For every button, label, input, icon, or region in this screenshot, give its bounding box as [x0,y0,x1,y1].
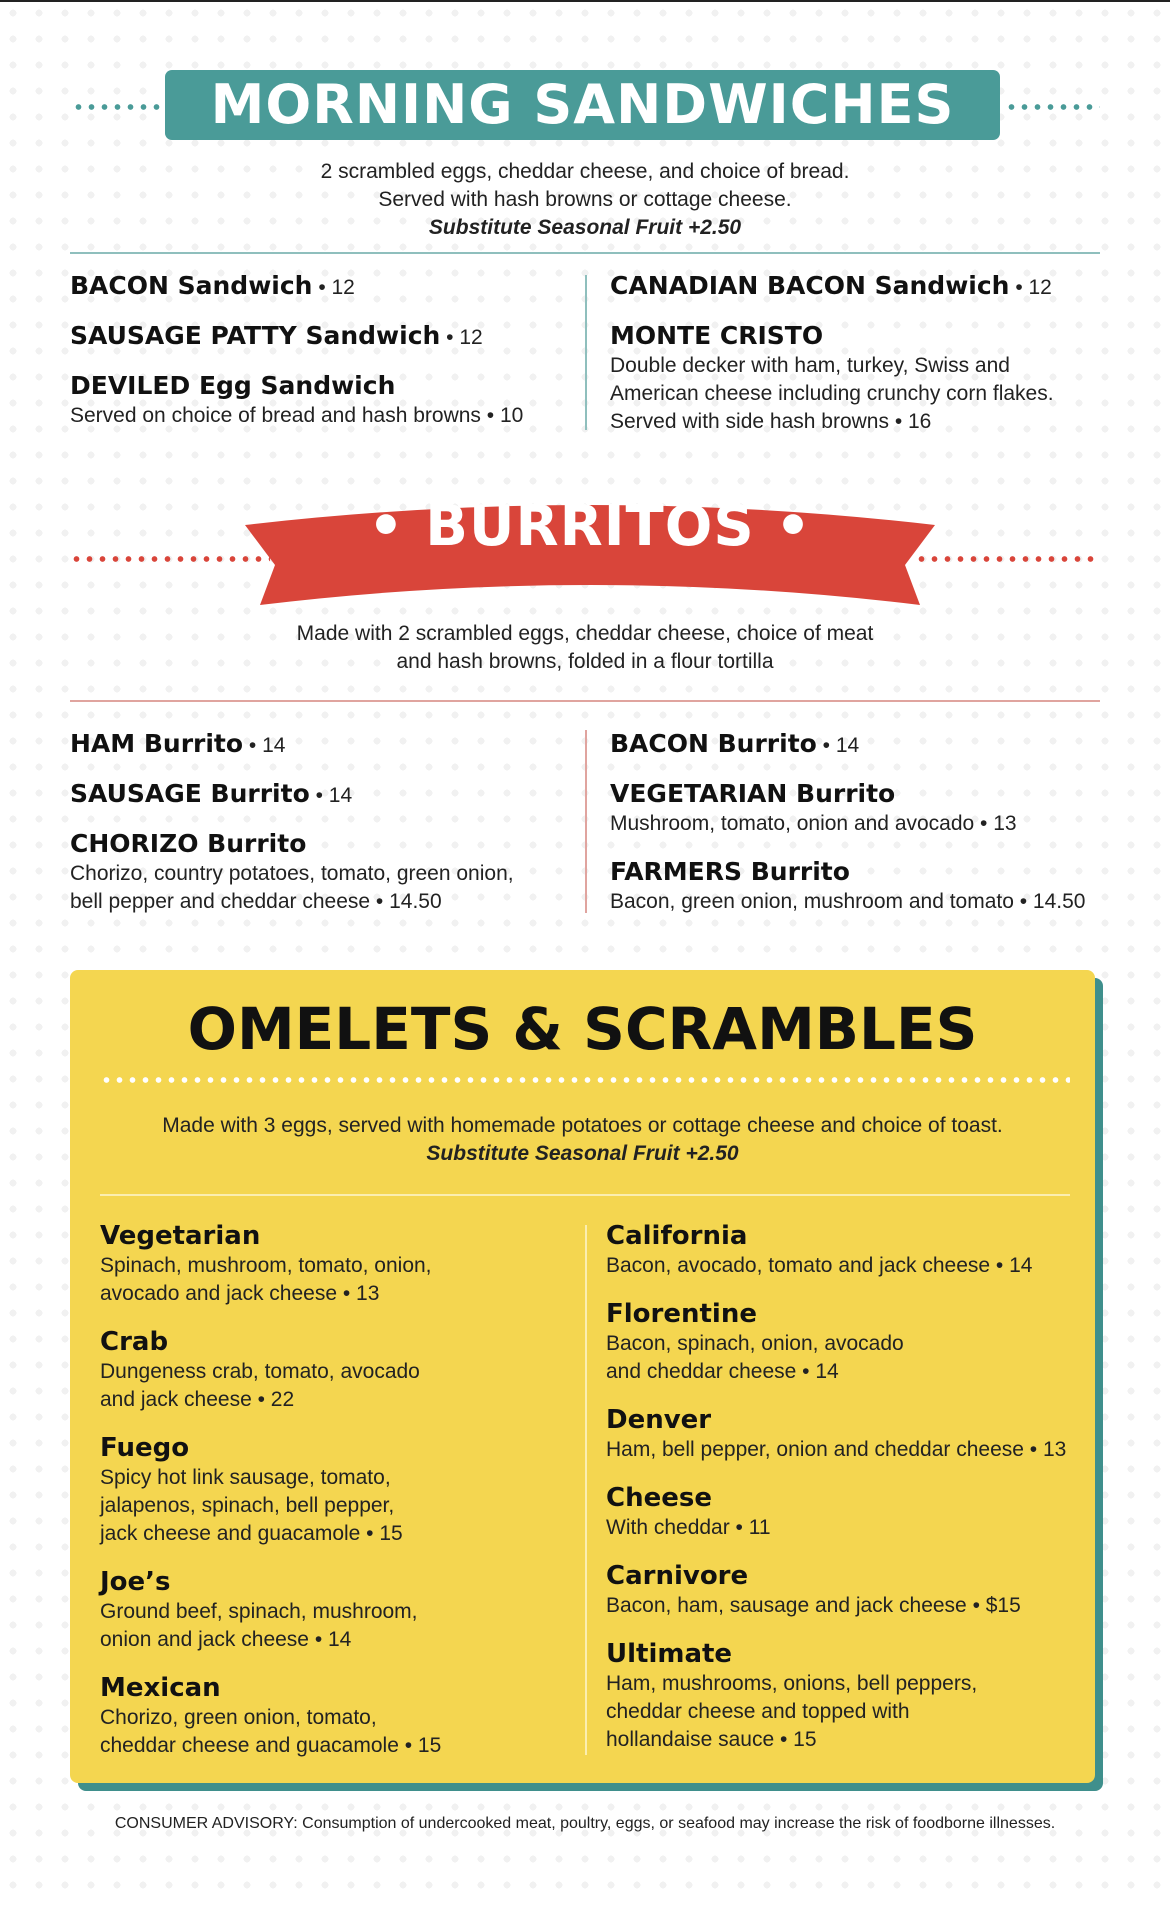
item-name: Crab [100,1327,169,1357]
item-name: California [606,1221,748,1251]
item-description: Bacon, ham, sausage and jack cheese • $15 [606,1594,1021,1617]
item-price: • 12 [1009,276,1052,299]
burritos-intro-line-2: and hash browns, folded in a flour tortilla [396,650,774,673]
item-price: • 14 [309,784,353,807]
item-description: Ground beef, spinach, mushroom, [100,1600,418,1623]
morning-intro-note: Substitute Seasonal Fruit +2.50 [428,216,742,239]
red-dotted-rule-right [915,556,1100,562]
item-description: and cheddar cheese • 14 [606,1360,839,1383]
burritos-intro [185,620,985,676]
morning-sandwiches-heading: MORNING SANDWICHES [165,70,1000,140]
item-description: Mushroom, tomato, onion and avocado • 13 [610,812,1017,835]
item-name: Vegetarian [100,1221,261,1251]
menu-item [70,828,514,916]
top-border [0,0,1170,2]
item-name: Mexican [100,1673,221,1703]
item-description: Spicy hot link sausage, tomato, [100,1466,391,1489]
item-description: Spinach, mushroom, tomato, onion, [100,1254,432,1277]
item-name: HAM Burrito [70,729,244,758]
item-name: Ultimate [606,1639,733,1669]
item-description: cheddar cheese and topped with [606,1700,910,1723]
item-name: Carnivore [606,1561,749,1591]
item-name: DEVILED Egg Sandwich [70,371,396,400]
omelets-intro-note: Substitute Seasonal Fruit +2.50 [426,1142,739,1165]
item-name: CANADIAN BACON Sandwich [610,271,1010,300]
omelets-intro-line-1: Made with 3 eggs, served with homemade potatoes or cottage cheese and choice of toast. [162,1114,1003,1137]
item-price: • 12 [440,326,483,349]
teal-dotted-rule-left [72,104,160,110]
menu-item [610,778,1017,838]
menu-item [606,1404,1066,1464]
item-description: bell pepper and cheddar cheese • 14.50 [70,890,442,913]
item-description: Bacon, avocado, tomato and jack cheese • 14 [606,1254,1033,1277]
item-name: Cheese [606,1483,712,1513]
omelets-divider [100,1194,1070,1196]
item-description: jalapenos, spinach, bell pepper, [100,1494,395,1517]
morning-intro-line-2: Served with hash browns or cottage cheese. [378,188,792,211]
item-price: • 14 [816,734,860,757]
omelets-column-divider [585,1225,587,1755]
menu-item [100,1432,403,1548]
menu-item [610,856,1085,916]
item-description: Ham, bell pepper, onion and cheddar cheese • 13 [606,1438,1067,1461]
item-name: Florentine [606,1299,757,1329]
item-price: • 14 [243,734,286,757]
item-name: BACON Sandwich [70,271,313,300]
item-name: Fuego [100,1433,190,1463]
item-description: jack cheese and guacamole • 15 [100,1522,403,1545]
item-description: With cheddar • 11 [606,1516,771,1539]
menu-item [610,320,1054,436]
menu-item [606,1298,904,1386]
morning-column-divider [585,275,587,430]
item-description: avocado and jack cheese • 13 [100,1282,380,1305]
white-dotted-rule [100,1077,1070,1083]
item-description: Double decker with ham, turkey, Swiss and [610,354,1010,377]
item-description: hollandaise sauce • 15 [606,1728,817,1751]
item-name: SAUSAGE Burrito [70,779,310,808]
morning-intro [185,158,985,242]
burritos-column-divider [585,730,587,913]
menu-item [70,728,285,762]
menu-item [610,728,859,762]
item-name: Denver [606,1405,712,1435]
item-description: Bacon, spinach, onion, avocado [606,1332,904,1355]
menu-item [606,1638,977,1754]
item-description: cheddar cheese and guacamole • 15 [100,1734,442,1757]
item-name: CHORIZO Burrito [70,829,307,858]
teal-dotted-rule-right [1005,104,1100,110]
burritos-divider [70,700,1100,702]
item-name: FARMERS Burrito [610,857,850,886]
omelets-intro [80,1112,1085,1168]
menu-item [606,1482,771,1542]
menu-item [100,1326,420,1414]
item-description: Served on choice of bread and hash browns • 10 [70,404,524,427]
menu-item [606,1560,1021,1620]
menu-item [100,1672,441,1760]
item-name: VEGETARIAN Burrito [610,779,896,808]
item-description: Dungeness crab, tomato, avocado [100,1360,420,1383]
menu-item [70,370,523,430]
item-description: Chorizo, green onion, tomato, [100,1706,377,1729]
item-name: MONTE CRISTO [610,321,824,350]
morning-intro-line-1: 2 scrambled eggs, cheddar cheese, and choice of bread. [320,160,850,183]
item-name: SAUSAGE PATTY Sandwich [70,321,441,350]
item-description: onion and jack cheese • 14 [100,1628,352,1651]
burritos-heading: • BURRITOS • [368,494,812,559]
morning-divider [70,252,1100,254]
item-name: BACON Burrito [610,729,817,758]
menu-item [100,1220,432,1308]
item-description: Chorizo, country potatoes, tomato, green onion, [70,862,514,885]
item-name: Joe’s [100,1567,171,1597]
item-price: • 12 [312,276,355,299]
consumer-advisory: CONSUMER ADVISORY: Consumption of undercooked meat, poultry, eggs, or seafood may increase the risk of foodborne illnesses. [114,1815,1056,1832]
item-description: Served with side hash browns • 16 [610,410,932,433]
item-description: Ham, mushrooms, onions, bell peppers, [606,1672,978,1695]
omelets-heading: OMELETS & SCRAMBLES [187,995,978,1063]
menu-item [610,270,1052,304]
menu-item [70,270,355,304]
menu-item [70,778,352,812]
menu-item [606,1220,1032,1280]
item-description: American cheese including crunchy corn flakes. [610,382,1054,405]
menu-item [70,320,483,354]
item-description: and jack cheese • 22 [100,1388,295,1411]
item-description: Bacon, green onion, mushroom and tomato • 14.50 [610,890,1086,913]
menu-item [100,1566,418,1654]
burritos-intro-line-1: Made with 2 scrambled eggs, cheddar cheese, choice of meat [296,622,874,645]
